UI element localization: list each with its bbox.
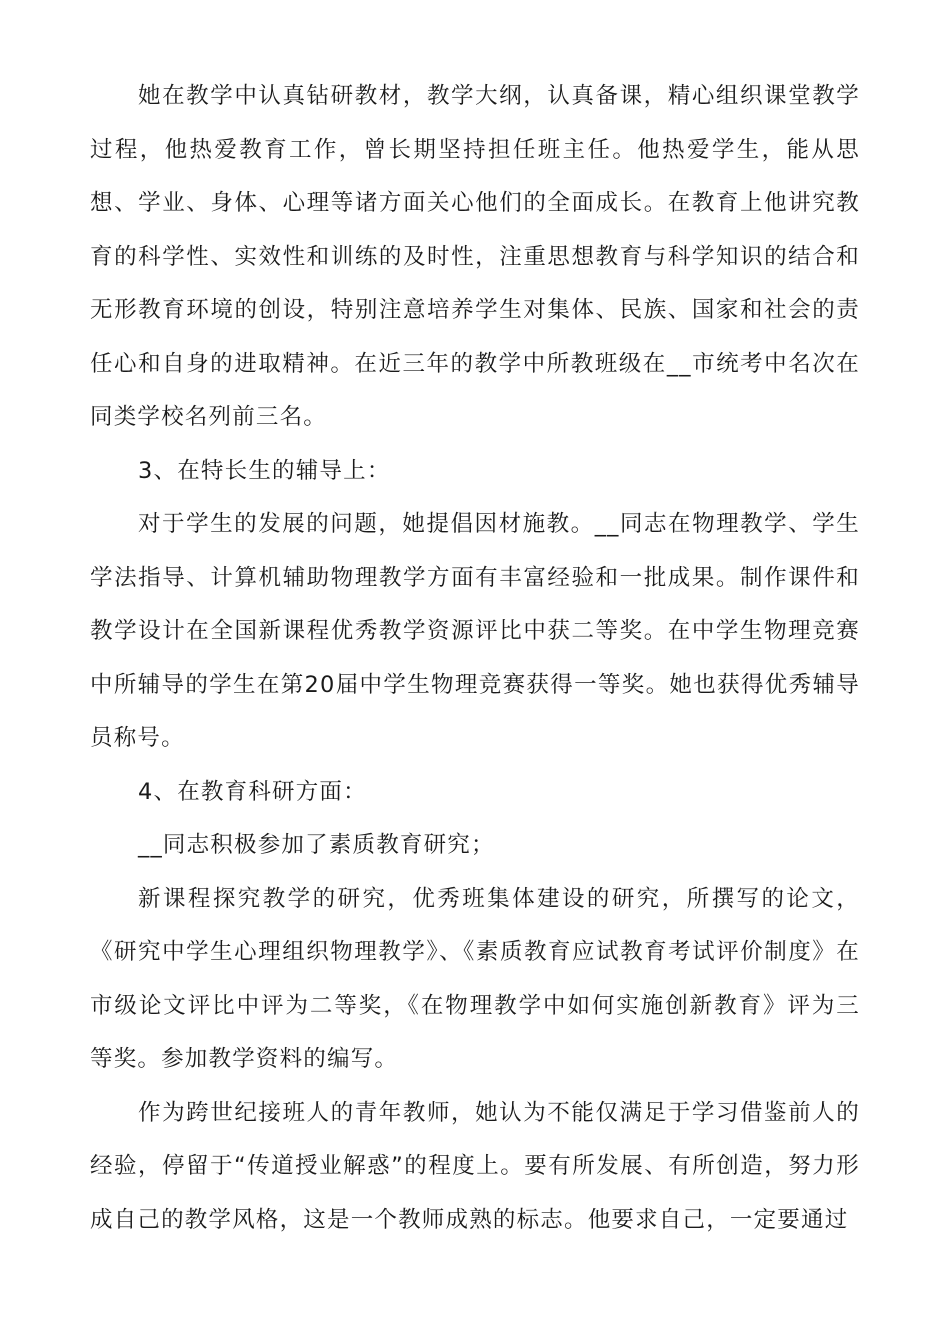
paragraph-teaching: 她在教学中认真钻研教材，教学大纲，认真备课，精心组织课堂教学过程，他热爱教育工作，曾长期坚持担任班主任。他热爱学生，能从思想、学业、身体、心理等诸方面关心他们的全面成长。在教育上他讲究教育的科学性、实效性和训练的及时性，注重思想教育与科学知识的结合和无形教育环境的创设，特别注意培养学生对集体、民族、国家和社会的责任心和自身的进取精神。在近三年的教学中所教班级在__市统考中名次在同类学校名列前三名。 (90, 83, 860, 430)
heading-research: 4、在教育科研方面： (138, 778, 367, 805)
paragraph-young-teacher: 作为跨世纪接班人的青年教师，她认为不能仅满足于学习借鉴前人的经验，停留于“传道授业解惑”的程度上。要有所发展、有所创造，努力形成自己的教学风格，这是一个教师成熟的标志。他要求自己，一定要通过 (90, 1099, 860, 1233)
paragraph-special-students: 对于学生的发展的问题，她提倡因材施教。__同志在物理教学、学生学法指导、计算机辅助物理教学方面有丰富经验和一批成果。制作课件和教学设计在全国新课程优秀教学资源评比中获二等奖。在中学生物理竞赛中所辅导的学生在第20届中学生物理竞赛获得一等奖。她也获得优秀辅导员称号。 (90, 511, 860, 751)
paragraph-research-intro: __同志积极参加了素质教育研究； (138, 832, 495, 858)
heading-special-students: 3、在特长生的辅导上： (138, 457, 391, 484)
document-page (90, 70, 860, 1247)
paragraph-research-detail: 新课程探究教学的研究，优秀班集体建设的研究，所撰写的论文，《研究中学生心理组织物理教学》、《素质教育应试教育考试评价制度》在市级论文评比中评为二等奖，《在物理教学中如何实施创新教育》评为三等奖。参加教学资料的编写。 (90, 885, 860, 1072)
